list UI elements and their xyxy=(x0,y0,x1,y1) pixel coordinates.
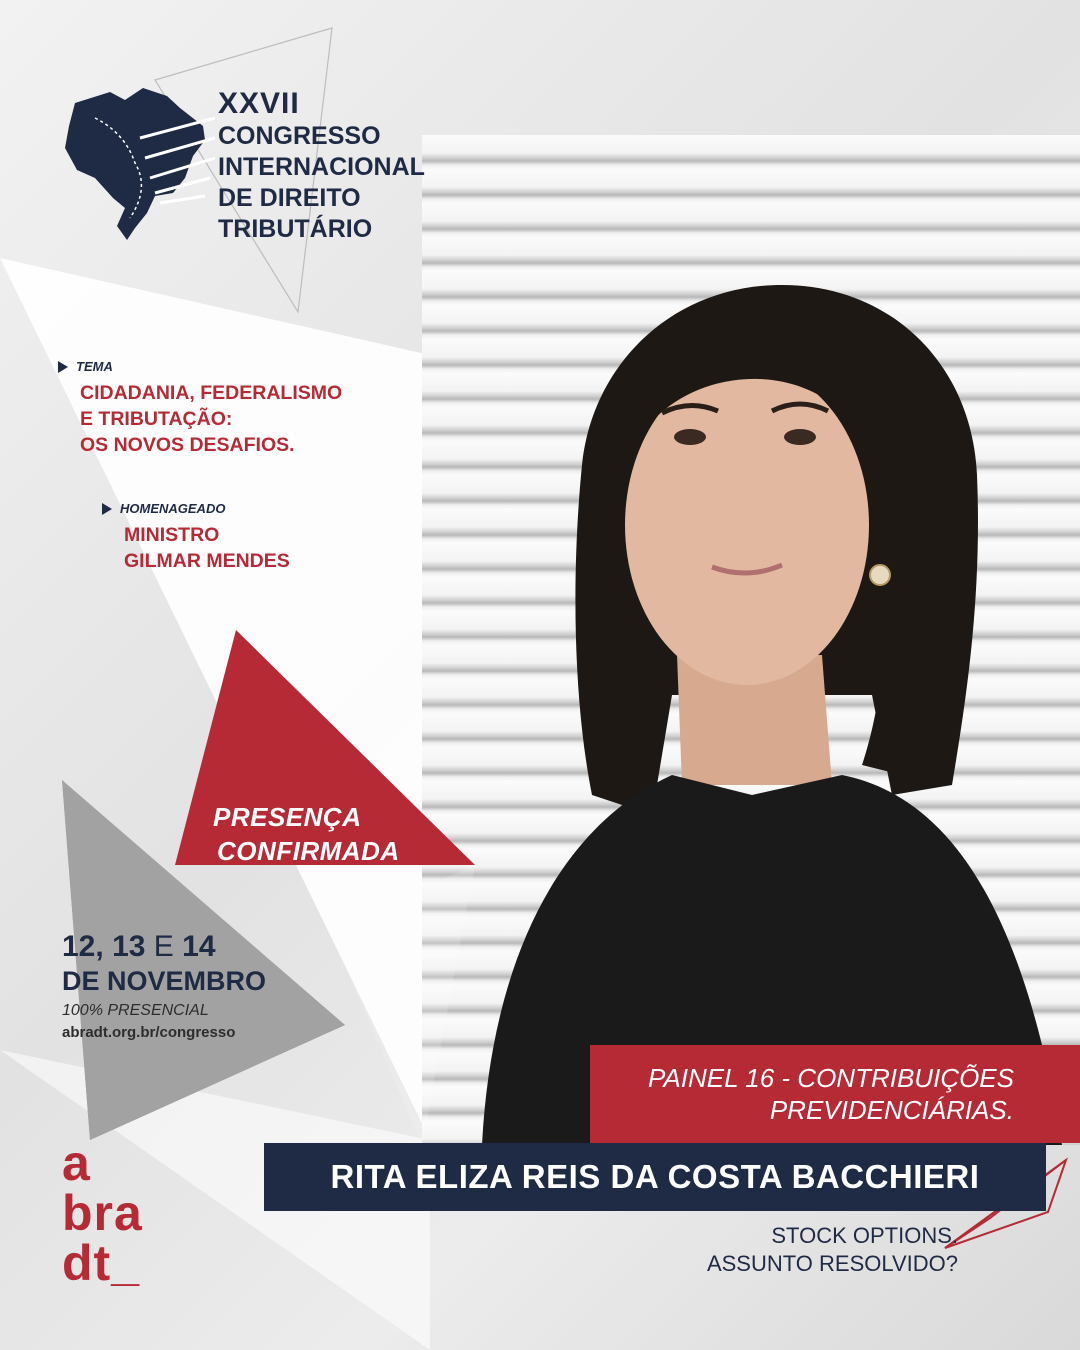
date-month: DE NOVEMBRO xyxy=(62,966,267,996)
brand-line-2: bra xyxy=(62,1185,143,1241)
date-connector: E xyxy=(153,930,174,963)
honoree-label: HOMENAGEADO xyxy=(120,501,226,516)
event-dates xyxy=(62,930,266,1041)
date-day-2: 13 xyxy=(112,930,146,963)
presence-confirmed xyxy=(213,800,400,868)
theme-block xyxy=(58,358,342,458)
event-title xyxy=(218,88,425,245)
talk-topic xyxy=(707,1222,958,1278)
event-mode: 100% PRESENCIAL xyxy=(62,1002,209,1019)
abradt-logo xyxy=(62,1135,143,1291)
event-edition: XXVII xyxy=(218,87,300,120)
theme-line-1: CIDADANIA, FEDERALISMO xyxy=(80,382,343,404)
honoree-block xyxy=(102,500,290,574)
brand-line-1: a xyxy=(62,1135,91,1191)
date-day-3: 14 xyxy=(182,930,216,963)
light-wedge xyxy=(330,865,475,1145)
panel-title xyxy=(648,1062,1014,1126)
panel-line-2: PREVIDENCIÁRIAS. xyxy=(769,1095,1014,1125)
event-title-line-2: INTERNACIONAL xyxy=(218,153,425,181)
topic-line-2: ASSUNTO RESOLVIDO? xyxy=(706,1251,958,1276)
date-comma: , xyxy=(95,930,104,963)
event-title-line-1: CONGRESSO xyxy=(218,122,381,150)
date-day-1: 12 xyxy=(62,930,96,963)
event-title-line-4: TRIBUTÁRIO xyxy=(218,215,373,243)
speaker-name: RITA ELIZA REIS DA COSTA BACCHIERI xyxy=(330,1158,980,1195)
theme-line-3: OS NOVOS DESAFIOS. xyxy=(80,434,295,456)
presence-line-2: CONFIRMADA xyxy=(217,836,400,866)
play-arrow-icon xyxy=(58,361,68,373)
honoree-line-1: MINISTRO xyxy=(124,524,220,546)
event-url[interactable]: abradt.org.br/congresso xyxy=(62,1024,236,1041)
event-title-line-3: DE DIREITO xyxy=(218,184,361,212)
honoree-line-2: GILMAR MENDES xyxy=(124,550,290,572)
theme-label: TEMA xyxy=(76,359,113,374)
brazil-map-logo xyxy=(55,78,215,243)
presence-line-1: PRESENÇA xyxy=(213,802,362,832)
topic-line-1: STOCK OPTIONS. xyxy=(771,1223,958,1248)
play-arrow-icon xyxy=(102,503,112,515)
brand-line-3: dt_ xyxy=(62,1235,140,1291)
theme-line-2: E TRIBUTAÇÃO: xyxy=(80,408,233,430)
panel-line-1: PAINEL 16 - CONTRIBUIÇÕES xyxy=(647,1063,1014,1093)
